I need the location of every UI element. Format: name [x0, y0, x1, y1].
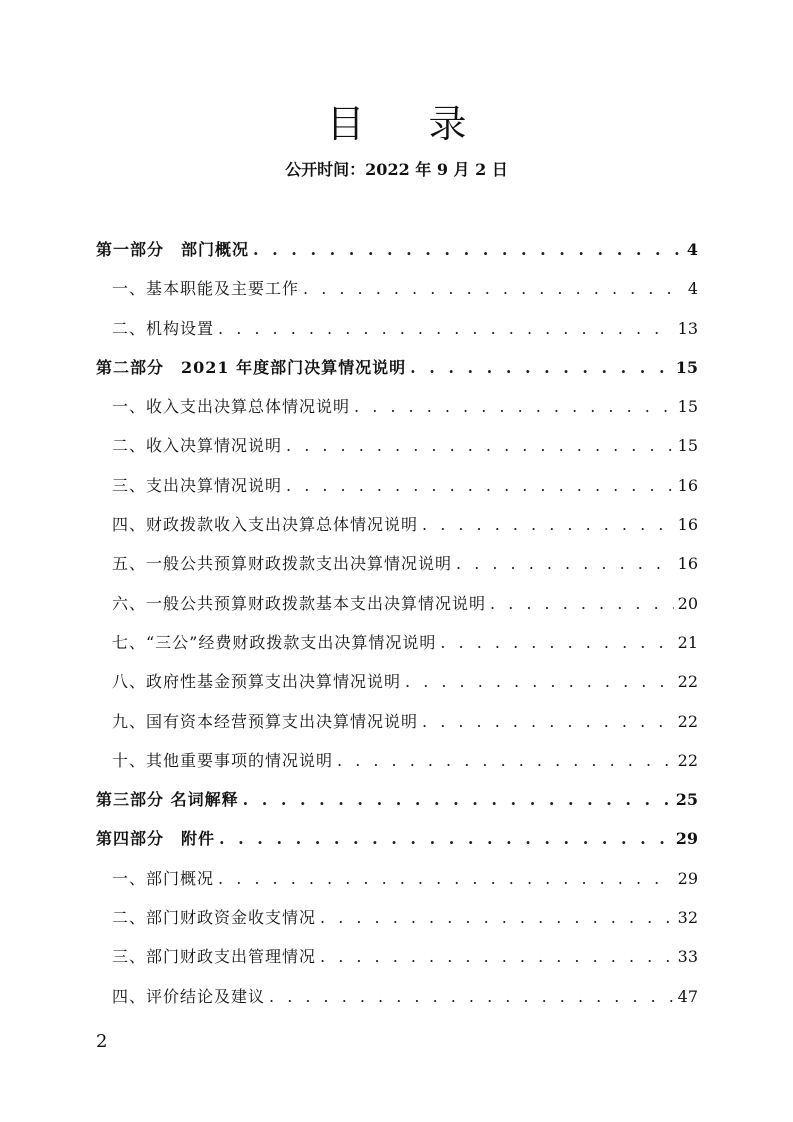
toc-entry-page: 29	[675, 829, 698, 849]
toc-leader	[286, 426, 674, 465]
toc-entry-label: 一、收入支出决算总体情况说明	[112, 397, 351, 417]
toc-leader	[337, 741, 674, 780]
publish-date: 公开时间：2022 年 9 月 2 日	[285, 160, 508, 179]
toc-entry-page: 15	[675, 357, 698, 377]
toc-entry-page: 25	[675, 790, 698, 810]
toc-entry[interactable]	[96, 230, 698, 269]
toc-entry-label: 三、支出决算情况说明	[112, 475, 283, 495]
toc-entry-page: 29	[677, 868, 698, 888]
page-title: 目 录	[326, 102, 493, 146]
toc-entry-label: 六、一般公共预算财政拨款基本支出决算情况说明	[112, 593, 487, 613]
toc-entry-page: 15	[677, 436, 698, 456]
toc-entry-label: 四、评价结论及建议	[112, 986, 266, 1006]
toc-entry[interactable]	[96, 348, 698, 387]
toc-leader	[410, 348, 672, 387]
toc-entry[interactable]	[96, 505, 698, 544]
toc-entry-page: 20	[677, 593, 698, 613]
toc-entry-label: 第二部分 2021 年度部门决算情况说明	[96, 357, 407, 377]
toc-entry-page: 13	[677, 318, 698, 338]
toc-entry[interactable]	[96, 977, 698, 1016]
toc-leader	[218, 309, 674, 348]
toc-entry[interactable]	[96, 937, 698, 976]
toc-entry-label: 四、财政拨款收入支出决算总体情况说明	[112, 515, 419, 535]
toc-entry-page: 16	[677, 554, 698, 574]
toc-leader	[253, 230, 683, 269]
toc-entry-label: 七、“三公”经费财政拨款支出决算情况说明	[112, 632, 437, 652]
toc-leader	[440, 623, 673, 662]
toc-entry-label: 八、政府性基金预算支出决算情况说明	[112, 672, 402, 692]
toc-entry-label: 第一部分 部门概况	[96, 240, 250, 259]
toc-entry-label: 第三部分 名词解释	[96, 790, 239, 810]
toc-entry-label: 五、一般公共预算财政拨款支出决算情况说明	[112, 554, 453, 574]
toc-entry-label: 第四部分 附件	[96, 829, 216, 849]
toc-entry-page: 4	[686, 240, 698, 259]
toc-leader	[286, 466, 674, 505]
toc-entry-page: 32	[677, 908, 698, 928]
toc-entry[interactable]	[96, 780, 698, 819]
toc-leader	[269, 977, 674, 1016]
toc-entry-page: 22	[677, 750, 698, 770]
toc-entry-label: 二、机构设置	[112, 318, 215, 338]
toc-leader	[456, 544, 674, 583]
toc-leader	[218, 859, 674, 898]
toc-entry-page: 21	[677, 632, 698, 652]
table-of-contents	[96, 230, 698, 1016]
toc-entry-page: 4	[687, 279, 698, 299]
toc-entry[interactable]	[96, 898, 698, 937]
toc-leader	[405, 662, 674, 701]
toc-entry[interactable]	[96, 741, 698, 780]
toc-leader	[422, 702, 674, 741]
toc-entry[interactable]	[96, 426, 698, 465]
toc-entry-page: 16	[677, 515, 698, 535]
toc-entry-label: 十、其他重要事项的情况说明	[112, 750, 334, 770]
toc-entry-label: 二、部门财政资金收支情况	[112, 908, 317, 928]
toc-entry[interactable]	[96, 466, 698, 505]
toc-entry[interactable]	[96, 819, 698, 858]
toc-entry[interactable]	[96, 544, 698, 583]
toc-entry-page: 33	[677, 947, 698, 967]
toc-leader	[320, 937, 674, 976]
toc-entry[interactable]	[96, 623, 698, 662]
toc-entry-page: 22	[677, 672, 698, 692]
toc-entry[interactable]	[96, 702, 698, 741]
toc-entry-label: 一、基本职能及主要工作	[112, 279, 300, 299]
toc-entry-page: 47	[677, 986, 698, 1006]
toc-entry[interactable]	[96, 387, 698, 426]
toc-leader	[320, 898, 674, 937]
toc-entry-label: 二、收入决算情况说明	[112, 436, 283, 456]
toc-leader	[422, 505, 674, 544]
page-number: 2	[96, 1031, 108, 1052]
toc-leader	[303, 269, 684, 308]
toc-leader	[490, 584, 674, 623]
toc-entry-page: 15	[677, 397, 698, 417]
toc-entry-label: 九、国有资本经营预算支出决算情况说明	[112, 711, 419, 731]
toc-entry-page: 16	[677, 475, 698, 495]
toc-entry-label: 一、部门概况	[112, 868, 215, 888]
toc-entry[interactable]	[96, 662, 698, 701]
toc-entry-page: 22	[677, 711, 698, 731]
toc-entry[interactable]	[96, 269, 698, 308]
toc-entry[interactable]	[96, 859, 698, 898]
toc-entry[interactable]	[96, 584, 698, 623]
toc-entry[interactable]	[96, 309, 698, 348]
toc-leader	[354, 387, 674, 426]
toc-entry-label: 三、部门财政支出管理情况	[112, 947, 317, 967]
toc-leader	[219, 819, 672, 858]
toc-leader	[243, 780, 672, 819]
